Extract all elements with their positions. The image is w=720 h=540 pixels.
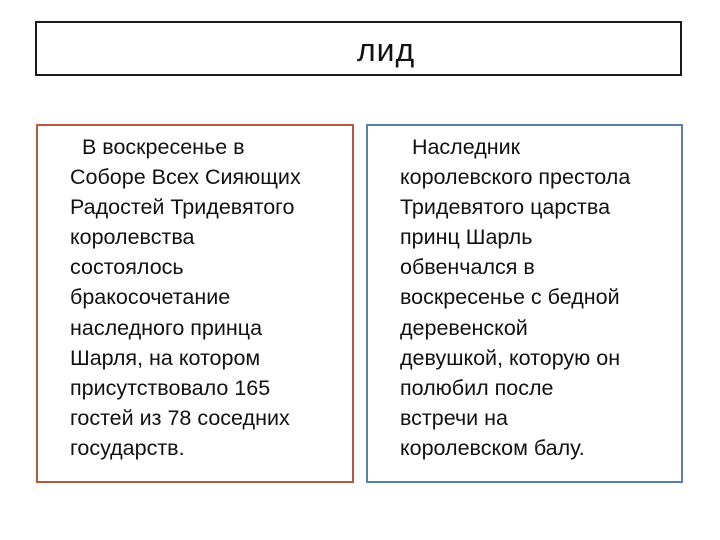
right-text-panel	[366, 124, 683, 483]
title-box	[35, 21, 682, 76]
slide-title: лид	[357, 32, 416, 68]
left-text-panel	[36, 124, 354, 483]
right-panel-text: Наследник королевского престола Тридевятого царства принц Шарль обвенчался в воскресенье с бедной деревенской девушкой, которую он полюбил после встречи на королевском балу.	[400, 135, 631, 460]
left-panel-text: В воскресенье в Соборе Всех Сияющих Радостей Тридевятого королевства состоялось бракосочетание наследного принца Шарля, на котором присутствовало 165 гостей из 78 соседних государств.	[70, 135, 301, 460]
